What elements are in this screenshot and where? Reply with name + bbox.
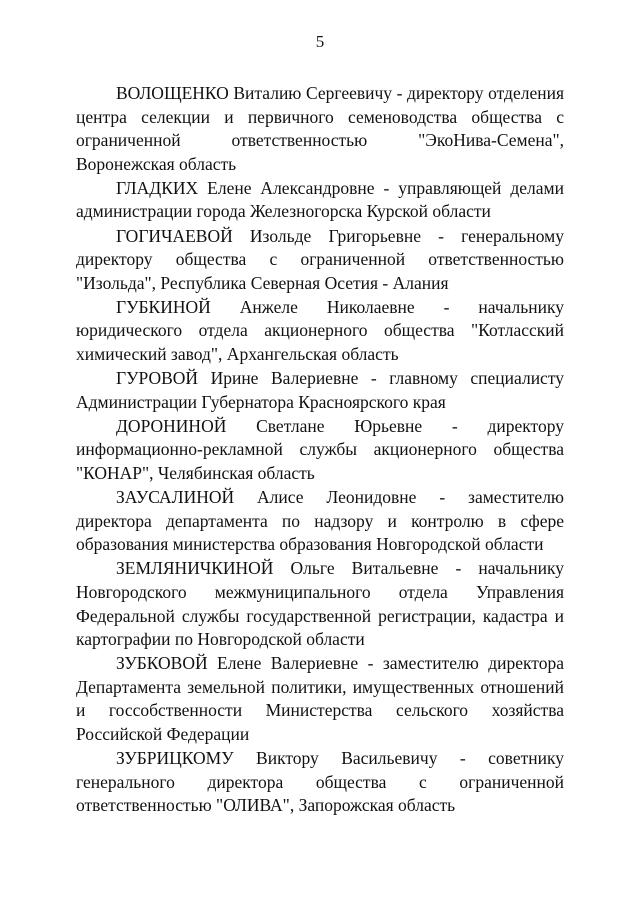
list-item: ВОЛОЩЕНКО Виталию Сергеевичу - директору отделения центра селекции и первичного семеноводства общества с ограниченной ответственностью "ЭкоНива-Семена", Воронежская область	[76, 83, 564, 174]
award-list	[76, 82, 564, 818]
list-item: ГЛАДКИХ Елене Александровне - управляющей делами администрации города Железногорска Курской области	[76, 177, 564, 222]
list-item: ЗАУСАЛИНОЙ Алисе Леонидовне - заместителю директора департамента по надзору и контролю в сфере образования министерства образования Новгородской области	[76, 487, 564, 555]
list-item: ЗУБКОВОЙ Елене Валериевне - заместителю директора Департамента земельной политики, имущественных отношений и госсобственности Министерства сельского хозяйства Российской Федерации	[76, 653, 564, 745]
page-number: 5	[315, 32, 325, 51]
list-item: ЗЕМЛЯНИЧКИНОЙ Ольге Витальевне - начальнику Новгородского межмуниципального отдела Управления Федеральной службы государственной регистрации, кадастра и картографии по Новгородской области	[76, 558, 564, 650]
list-item: ДОРОНИНОЙ Светлане Юрьевне - директору информационно-рекламной службы акционерного общества "КОНАР", Челябинская область	[76, 415, 564, 483]
list-item: ГУБКИНОЙ Анжеле Николаевне - начальнику юридического отдела акционерного общества "Котласский химический завод", Архангельская область	[76, 296, 564, 365]
list-item: ГУРОВОЙ Ирине Валериевне - главному специалисту Администрации Губернатора Красноярского края	[76, 368, 564, 412]
list-item: ГОГИЧАЕВОЙ Изольде Григорьевне - генеральному директору общества с ограниченной ответственностью "Изольда", Республика Северная Осетия - Алания	[76, 225, 564, 293]
list-item: ЗУБРИЦКОМУ Виктору Васильевичу - советнику генерального директора общества с ограниченной ответственностью "ОЛИВА", Запорожская область	[76, 748, 564, 816]
